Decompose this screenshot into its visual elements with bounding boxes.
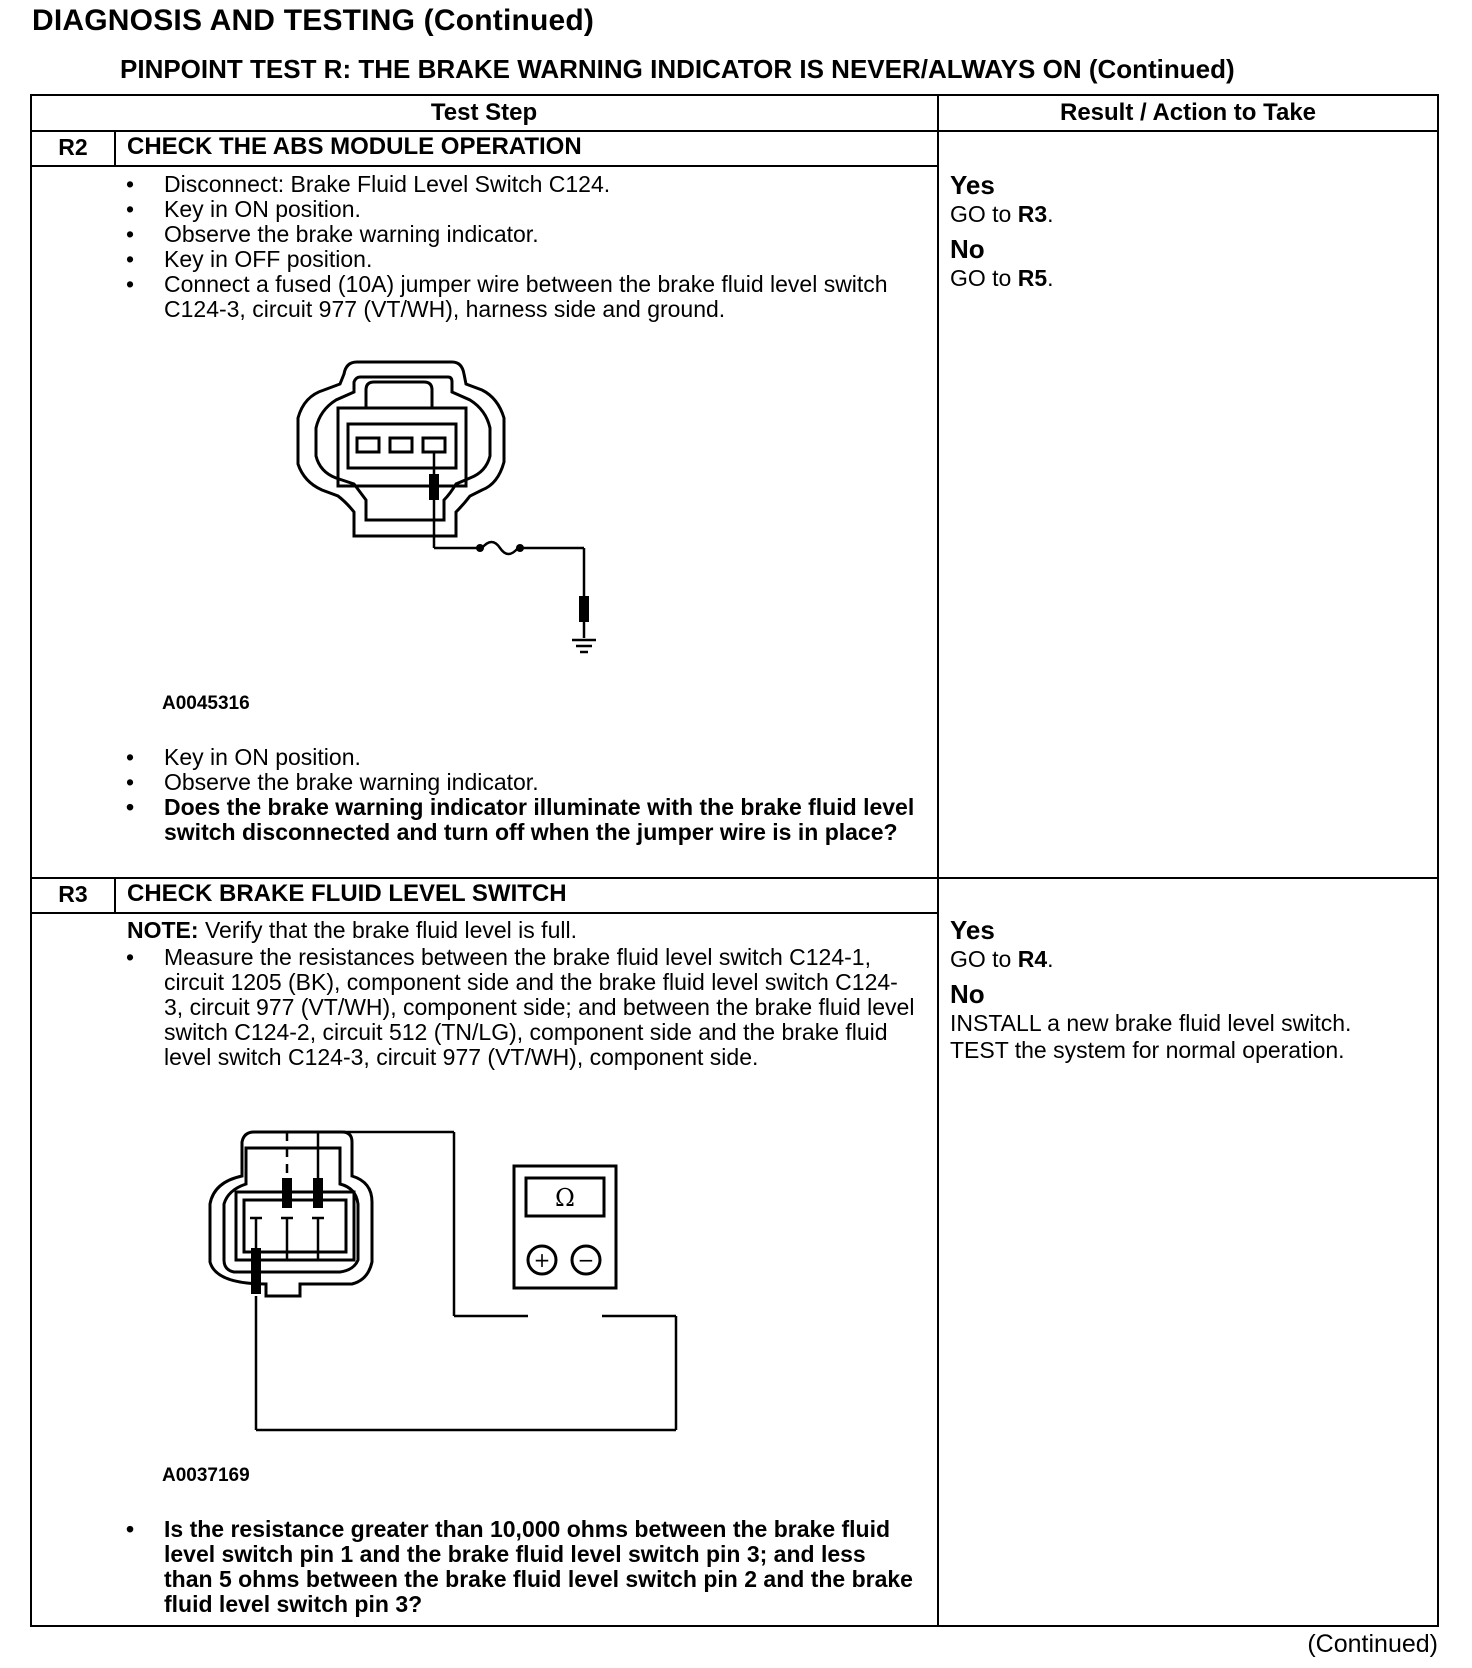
step-question: • Is the resistance greater than 10,000 ohms between the brake fluid level switch pin 1 and the brake fluid level switch pin 3; and less than 5 ohms between the brake fluid level switch pin 2 and the brake fluid level switch pin 3?	[126, 1517, 916, 1617]
list-item: • Key in ON position.	[126, 745, 916, 770]
jumper-wire	[434, 452, 584, 638]
step-instructions	[126, 172, 916, 322]
result-no-label: No	[950, 234, 985, 264]
continued-footer: (Continued)	[1307, 1630, 1438, 1658]
ground-icon	[572, 640, 596, 652]
link-target: R5	[1017, 265, 1048, 291]
step-results	[950, 170, 1054, 292]
step-instructions	[126, 745, 916, 845]
step-results	[950, 915, 1351, 1064]
list-item: • Key in ON position.	[126, 197, 916, 222]
figure-id: A0045316	[162, 693, 250, 714]
step-question: • Does the brake warning indicator illuminate with the brake fluid level switch disconnected and turn off when the jumper wire is in place?	[126, 795, 916, 845]
fuse-terminal	[516, 544, 524, 552]
fuse-terminal	[476, 544, 484, 552]
list-item: • Key in OFF position.	[126, 247, 916, 272]
result-no-action-line: TEST the system for normal operation.	[950, 1037, 1345, 1063]
step-instructions	[126, 1517, 916, 1617]
figure-id: A0037169	[162, 1465, 250, 1486]
connector-shape	[298, 362, 504, 536]
pinpoint-test-title: PINPOINT TEST R: THE BRAKE WARNING INDICATOR IS NEVER/ALWAYS ON (Continued)	[120, 54, 1235, 84]
list-item: • Disconnect: Brake Fluid Level Switch C124.	[126, 172, 916, 197]
plus-terminal-icon: +	[533, 1248, 551, 1272]
step-title: CHECK THE ABS MODULE OPERATION	[127, 133, 582, 160]
list-item: • Observe the brake warning indicator.	[126, 222, 916, 247]
link-target: R4	[1017, 946, 1048, 972]
column-header-test-step: Test Step	[430, 99, 538, 126]
list-item: • Measure the resistances between the brake fluid level switch C124-1, circuit 1205 (BK), component side and the brake fluid level switch C124-3, circuit 977 (VT/WH), component side; and between the brake fluid level switch C124-2, circuit 512 (TN/LG), component side and the brake fluid level switch C124-3, circuit 977 (VT/WH), component side.	[126, 945, 916, 1070]
dashed-leads	[287, 1132, 318, 1182]
list-item: • Observe the brake warning indicator.	[126, 770, 916, 795]
result-no-action-line: INSTALL a new brake fluid level switch.	[950, 1010, 1352, 1036]
result-no-label: No	[950, 979, 985, 1009]
step-note: NOTE: Verify that the brake fluid level is full.	[127, 917, 577, 943]
connector-jumper-diagram	[260, 360, 660, 700]
column-header-result: Result / Action to Take	[1059, 99, 1317, 126]
result-yes-label: Yes	[950, 915, 995, 945]
list-item: • Connect a fused (10A) jumper wire between the brake fluid level switch C124-3, circuit 977 (VT/WH), harness side and ground.	[126, 272, 916, 322]
ohm-symbol: Ω	[555, 1184, 575, 1212]
connector-shape	[210, 1132, 372, 1296]
probe-leads	[250, 1132, 676, 1430]
link-target: R3	[1017, 201, 1048, 227]
step-instructions	[126, 945, 916, 1070]
step-id: R3	[58, 881, 88, 907]
page-title: DIAGNOSIS AND TESTING (Continued)	[32, 4, 595, 37]
result-yes-action: GO to R3.	[950, 201, 1054, 227]
result-yes-label: Yes	[950, 170, 995, 200]
step-title: CHECK BRAKE FLUID LEVEL SWITCH	[127, 880, 567, 907]
resistance-measurement-diagram	[200, 1120, 740, 1450]
minus-terminal-icon: −	[577, 1248, 595, 1272]
result-no-action: GO to R5.	[950, 265, 1054, 291]
result-yes-action: GO to R4.	[950, 946, 1054, 972]
step-id: R2	[58, 134, 88, 160]
